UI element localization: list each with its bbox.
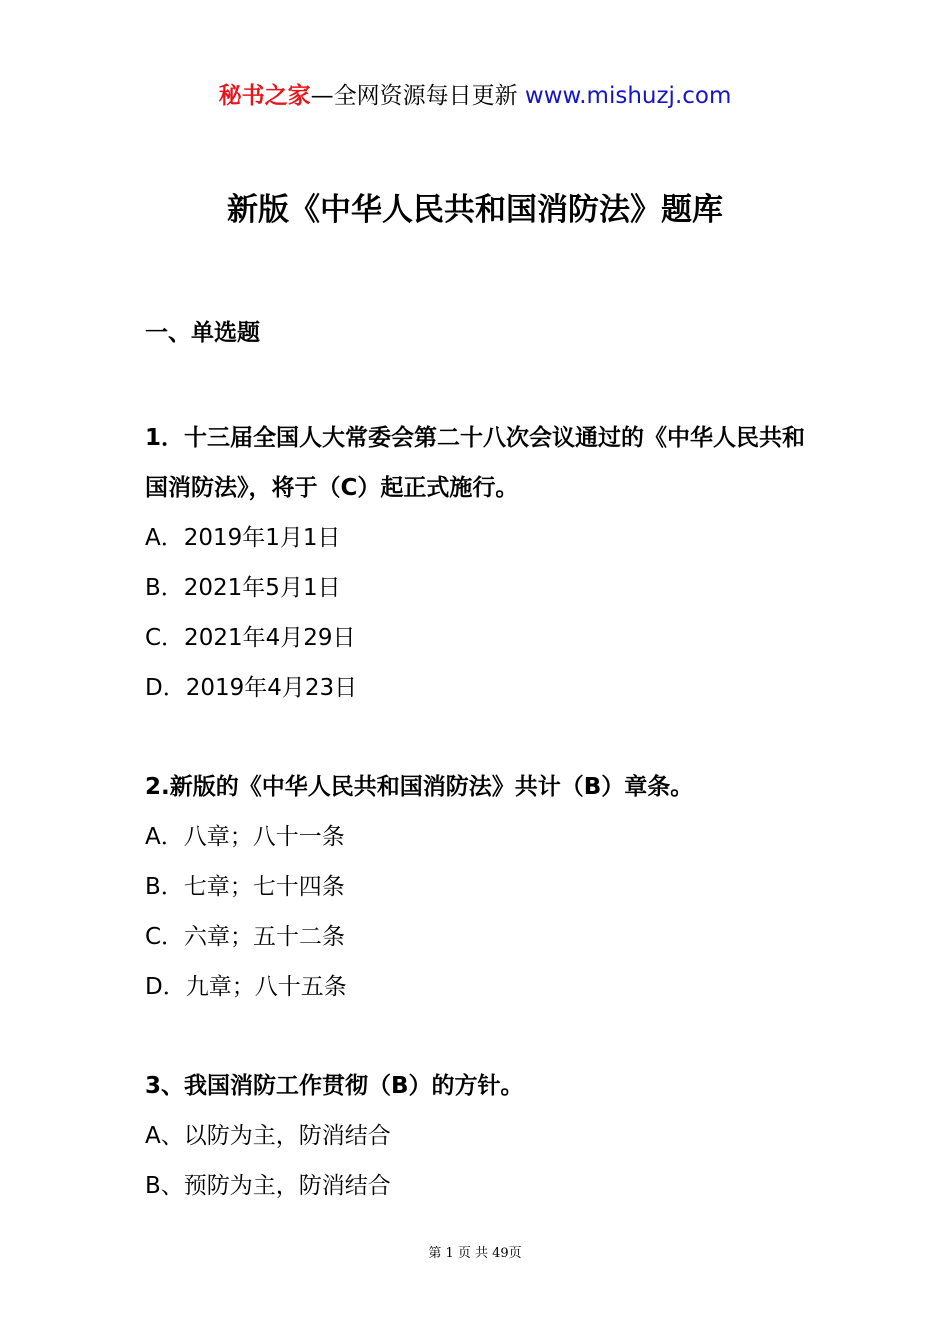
site-header <box>0 78 950 114</box>
question-1-option-b: B．2021年5月1日 <box>145 575 341 601</box>
header-slogan: —全网资源每日更新 <box>310 83 525 109</box>
question-1-option-a: A．2019年1月1日 <box>145 525 341 551</box>
question-1-option-d: D．2019年4月23日 <box>145 675 358 701</box>
question-2-option-b: B．七章；七十四条 <box>145 874 345 900</box>
question-1-option-c: C．2021年4月29日 <box>145 625 356 651</box>
question-3-option-a: A、以防为主，防消结合 <box>145 1123 391 1149</box>
question-2-text: 2.新版的《中华人民共和国消防法》共计（B）章条。 <box>145 774 694 800</box>
header-url-link[interactable]: www.mishuzj.com <box>524 83 732 109</box>
question-2-option-d: D．九章；八十五条 <box>145 974 347 1000</box>
page-footer: 第 1 页 共 49页 <box>428 1246 522 1261</box>
section-heading: 一、单选题 <box>145 320 260 346</box>
question-3-text: 3、我国消防工作贯彻（B）的方针。 <box>145 1073 524 1099</box>
question-block-1 <box>145 413 805 713</box>
question-block-2 <box>145 762 805 1012</box>
document-title: 新版《中华人民共和国消防法》题库 <box>227 192 723 228</box>
brand-name: 秘书之家 <box>218 83 311 109</box>
question-2-option-a: A．八章；八十一条 <box>145 824 345 850</box>
question-3-option-b: B、预防为主，防消结合 <box>145 1173 391 1199</box>
document-body <box>145 313 805 1260</box>
question-2-option-c: C．六章；五十二条 <box>145 924 346 950</box>
question-1-text: 1．十三届全国人大常委会第二十八次会议通过的《中华人民共和国消防法》，将于（C）起正式施行。 <box>145 425 806 501</box>
question-block-3 <box>145 1061 805 1211</box>
